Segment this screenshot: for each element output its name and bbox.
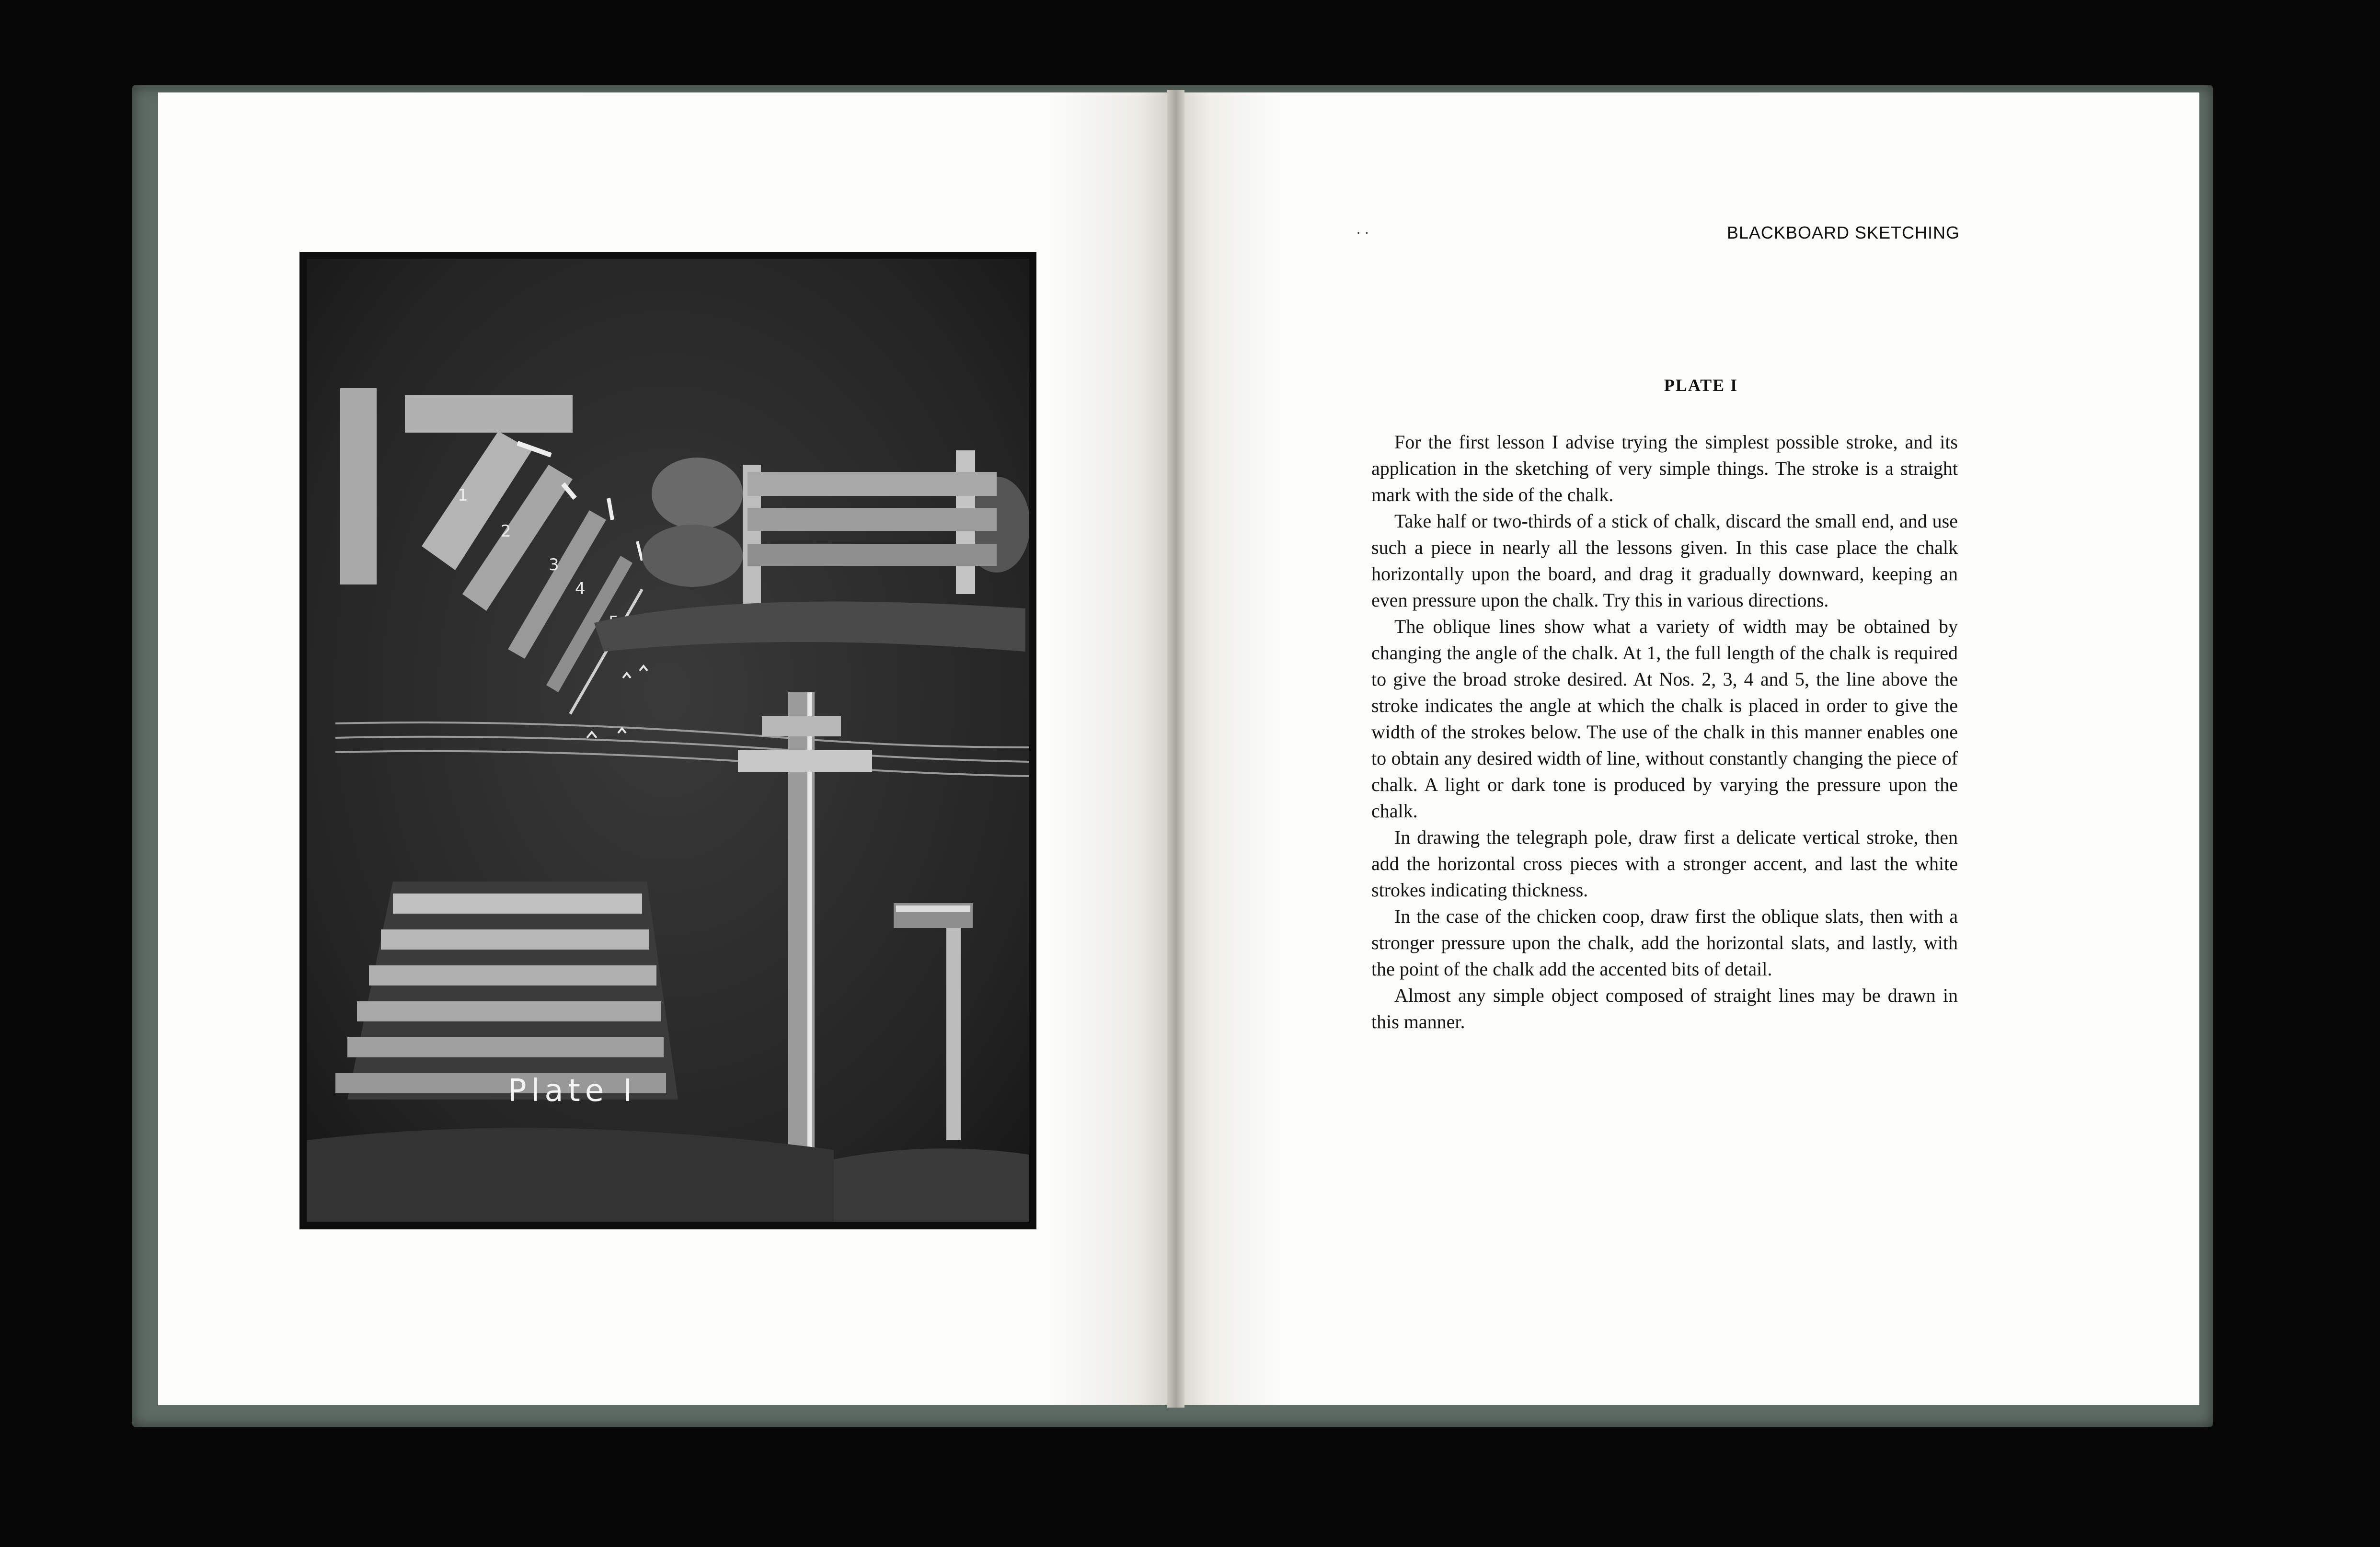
stroke-number: 2 <box>501 522 511 541</box>
chicken-coop <box>335 882 678 1100</box>
grass <box>307 1128 834 1222</box>
plate-illustration <box>307 259 1029 1222</box>
stroke-number: 3 <box>549 555 559 574</box>
paragraph: For the first lesson I advise trying the simplest possible stroke, and its application in the sketching of very simple things. The stroke is a straight mark with the side of the chalk. <box>1371 431 1958 505</box>
running-head: BLACKBOARD SKETCHING <box>1726 223 1960 242</box>
paragraph: The oblique lines show what a variety of width may be obtained by changing the angle of the chalk. At 1, the full length of the chalk is required to give the broad stroke desired. At Nos. 2, 3, 4 and 5, the line above the stroke indicates the angle at which the chalk is placed in order to give the width of the strokes below. The use of the chalk in this manner enables one to obtain any desired width of line, without constantly changing the piece of chalk. A light or dark tone is produced by varying the pressure upon the chalk. <box>1371 616 1958 822</box>
chalk-stroke-horizontal <box>405 395 573 433</box>
section-title: PLATE I <box>1664 376 1738 395</box>
chalk-stroke-vertical <box>340 388 377 584</box>
body-text <box>1371 429 1958 1035</box>
paragraph: In drawing the telegraph pole, draw first a delicate vertical stroke, then add the horizontal cross pieces with a stronger accent, and last the white strokes indicating thickness. <box>1371 826 1958 901</box>
stroke-number: 4 <box>575 579 586 598</box>
paragraph: Take half or two-thirds of a stick of chalk, discard the small end, and use such a piece in nearly all the lessons given. In this case place the chalk horizontally upon the board, and drag it gradually downward, keeping an even pressure upon the chalk. Try this in various directions. <box>1371 510 1958 611</box>
plate-caption: Plate I <box>508 1073 637 1109</box>
paragraph: In the case of the chicken coop, draw first the oblique slats, then with a stronger pressure upon the chalk, add the horizontal slats, and lastly, with the point of the chalk add the accented bits of detail. <box>1371 905 1958 980</box>
page-marker: · · <box>1356 225 1369 241</box>
rock <box>652 458 743 529</box>
paragraph: Almost any simple object composed of straight lines may be drawn in this manner. <box>1371 985 1958 1032</box>
rock <box>642 525 743 587</box>
grass <box>834 1148 1029 1222</box>
stroke-number: 1 <box>458 486 468 505</box>
book-gutter <box>1167 90 1184 1408</box>
